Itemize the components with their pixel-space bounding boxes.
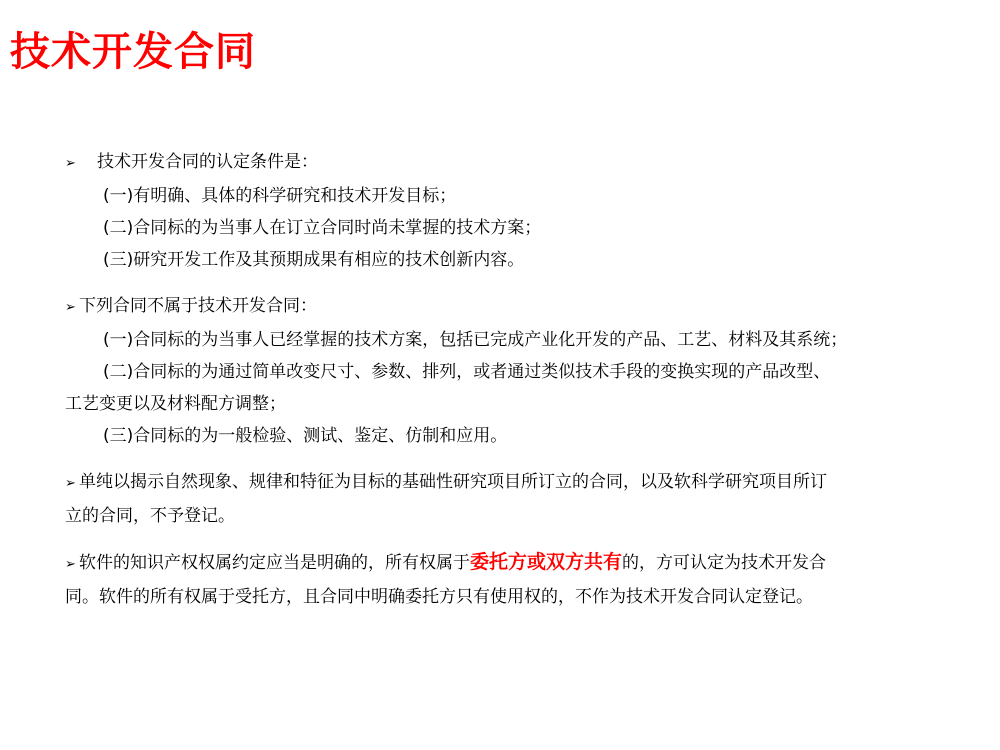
bullet-arrow-icon: ➢ xyxy=(65,557,76,572)
section4-text-after: 的，方可认定为技术开发合 xyxy=(622,553,827,573)
section2-item-2-line2: 工艺变更以及材料配方调整； xyxy=(65,394,286,414)
section2-heading: 下列合同不属于技术开发合同： xyxy=(79,296,317,316)
section4-line1 xyxy=(65,546,945,581)
bullet-arrow-icon: ➢ xyxy=(65,300,76,315)
content-body xyxy=(65,146,945,613)
section3-line1 xyxy=(65,466,945,500)
section1-item-2: (二)合同标的为当事人在订立合同时尚未掌握的技术方案； xyxy=(103,218,542,238)
section1-heading-line xyxy=(65,146,945,180)
page-title: 技术开发合同 xyxy=(10,29,256,75)
bullet-arrow-icon: ➢ xyxy=(65,476,76,491)
section1-heading: 技术开发合同的认定条件是： xyxy=(97,152,318,172)
section4-line2: 同。软件的所有权属于受托方，且合同中明确委托方只有使用权的，不作为技术开发合同认定登记。 xyxy=(65,587,813,607)
section1-item-1: (一)有明确、具体的科学研究和技术开发目标； xyxy=(103,186,457,206)
bullet-arrow-icon: ➢ xyxy=(65,156,76,171)
section2-item-2-line1: (二)合同标的为通过简单改变尺寸、参数、排列，或者通过类似技术手段的变换实现的产品改型、 xyxy=(103,362,831,382)
highlight-text: 委托方或双方共有 xyxy=(470,551,623,573)
section4-text-before: 软件的知识产权权属约定应当是明确的，所有权属于 xyxy=(79,553,470,573)
section2-heading-line xyxy=(65,290,945,324)
section2-item-3: (三)合同标的为一般检验、测试、鉴定、仿制和应用。 xyxy=(103,426,508,446)
section3-text-1: 单纯以揭示自然现象、规律和特征为目标的基础性研究项目所订立的合同，以及软科学研究项目所订 xyxy=(79,472,827,492)
section1-item-3: (三)研究开发工作及其预期成果有相应的技术创新内容。 xyxy=(103,250,525,270)
section3-line2: 立的合同，不予登记。 xyxy=(65,506,235,526)
section2-item-1: (一)合同标的为当事人已经掌握的技术方案，包括已完成产业化开发的产品、工艺、材料及其系统； xyxy=(103,330,848,350)
